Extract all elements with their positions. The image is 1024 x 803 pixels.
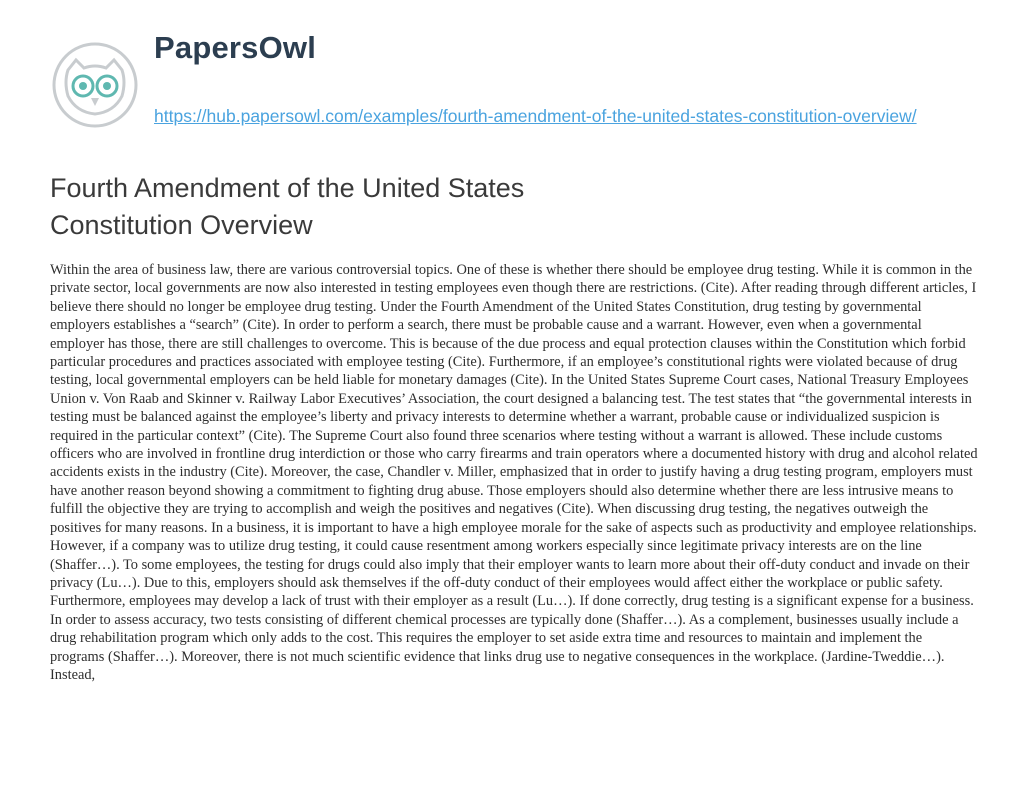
brand-name[interactable]: PapersOwl bbox=[154, 30, 317, 65]
essay-body: Within the area of business law, there are various controversial topics. One of these is whether there should be employee drug testing. While it is common in the private sector, local governments are now also interested in testing employees even though there are restrictions. (Cite). After reading through different articles, I believe there should no longer be employee drug testing. Under the Fourth Amendment of the United States Constitution, drug testing by governmental employers establishes a “search” (Cite). In order to perform a search, there must be probable cause and a warrant. However, even when a governmental employer has those, there are still challenges to overcome. This is because of the due process and equal protection clauses within the Constitution which forbid particular procedures and practices associated with employee testing (Cite). Furthermore, if an employee’s constitutional rights were violated because of drug testing, local governmental employers can be held liable for monetary damages (Cite). In the United States Supreme Court cases, National Treasury Employees Union v. Von Raab and Skinner v. Railway Labor Executives’ Association, the court designed a balancing test. The test states that “the governmental interests in testing must be balanced against the employee’s liberty and privacy interests to determine whether a warrant, probable cause or individualized suspicion is required in the particular context” (Cite). The Supreme Court also found three scenarios where testing without a warrant is allowed. These include customs officers who are involved in frontline drug interdiction or those who carry firearms and train operators where a documented history with drug and alcohol related accidents exists in the industry (Cite). Moreover, the case, Chandler v. Miller, emphasized that in order to justify having a drug testing program, employers must have another reason beyond showing a commitment to fighting drug abuse. Those employers should also determine whether there are less intrusive means to fulfill the objective they are trying to accomplish and weigh the positives and negatives (Cite). When discussing drug testing, the negatives outweigh the positives for many reasons. In a business, it is important to have a high employee morale for the sake of aspects such as productivity and employee relationships. However, if a company was to utilize drug testing, it could cause resentment among workers especially since legitimate privacy interests are on the line (Shaffer…). To some employees, the testing for drugs could also imply that their employer wants to learn more about their off-duty conduct and invade on their privacy (Lu…). Due to this, employers should ask themselves if the off-duty conduct of their employees would affect either the workplace or public safety. Furthermore, employees may develop a lack of trust with their employer as a result (Lu…). If done correctly, drug testing is a significant expense for a business. In order to assess accuracy, two tests consisting of different chemical processes are typically done (Shaffer…). As a complement, businesses usually include a drug rehabilitation program which only adds to the cost. This requires the employer to set aside extra time and resources to maintain and implement the programs (Shaffer…). Moreover, there is not much scientific evidence that links drug use to negative consequences in the workplace. (Jardine-Tweddie…). Instead, bbox=[50, 262, 978, 683]
page-title: Fourth Amendment of the United States Constitution Overview bbox=[50, 173, 525, 240]
owl-logo-icon[interactable] bbox=[50, 40, 140, 130]
source-url-link[interactable]: https://hub.papersowl.com/examples/fourth-amendment-of-the-united-states-constitution-overview/ bbox=[154, 106, 917, 126]
site-header bbox=[50, 30, 1010, 155]
